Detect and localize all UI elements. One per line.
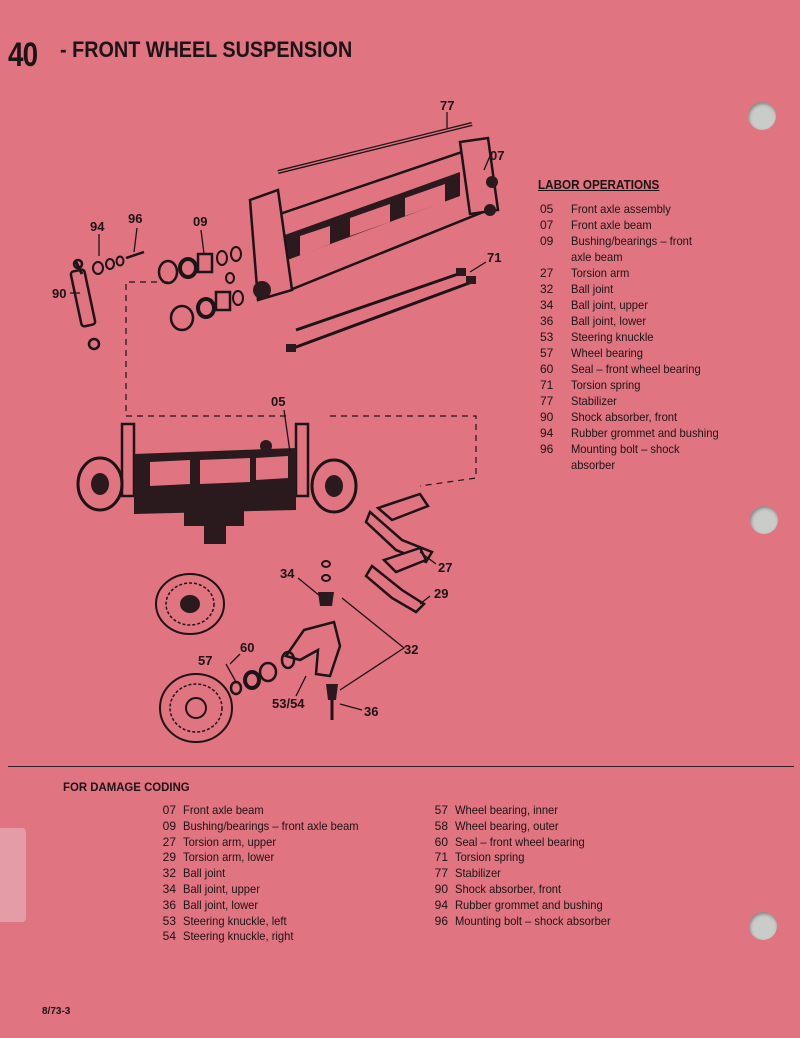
- damage-code: 27: [162, 834, 176, 849]
- labor-desc: Seal – front wheel bearing: [571, 362, 701, 376]
- labor-code: 07: [540, 218, 554, 232]
- labor-desc: Ball joint, upper: [571, 298, 648, 312]
- bushings-part: [159, 247, 243, 330]
- page-title: - FRONT WHEEL SUSPENSION: [60, 37, 353, 62]
- damage-desc: Steering knuckle, left: [183, 913, 287, 928]
- labor-desc: Bushing/bearings – front axle beam: [571, 234, 692, 264]
- labor-desc: Wheel bearing: [571, 346, 643, 360]
- damage-desc: Torsion arm, upper: [183, 834, 277, 849]
- damage-desc: Mounting bolt – shock absorber: [455, 913, 611, 928]
- labor-code: 90: [540, 410, 554, 424]
- labor-item-32: [540, 281, 770, 297]
- labor-item-27: [540, 265, 770, 281]
- labor-item-60: [540, 361, 770, 377]
- section-number: 40: [8, 36, 38, 74]
- labor-code: 36: [540, 314, 554, 328]
- grommet-bolt-part: [93, 252, 144, 274]
- labor-item-07: [540, 217, 770, 233]
- damage-code: 90: [434, 881, 448, 896]
- labor-desc: Torsion arm: [571, 266, 630, 280]
- labor-code: 09: [540, 234, 554, 248]
- labor-code: 57: [540, 346, 554, 360]
- labor-code: 05: [540, 202, 554, 216]
- damage-code: 96: [434, 913, 448, 928]
- labor-item-05: [540, 201, 770, 217]
- wheel-bearing-part: [231, 663, 276, 694]
- labor-code: 27: [540, 266, 554, 280]
- labor-item-34: [540, 297, 770, 313]
- labor-desc: Shock absorber, front: [571, 410, 678, 424]
- labor-desc: Front axle assembly: [571, 202, 671, 216]
- damage-desc: Torsion spring: [455, 850, 525, 865]
- labor-desc: Torsion spring: [571, 378, 641, 392]
- damage-item: [424, 803, 622, 819]
- damage-item: [152, 866, 372, 882]
- labor-desc: Steering knuckle: [571, 330, 654, 344]
- labor-operations-list: [540, 201, 770, 473]
- labor-item-71: [540, 377, 770, 393]
- callout-09: 09: [193, 214, 208, 229]
- damage-desc: Wheel bearing, outer: [455, 818, 559, 833]
- damage-item: [424, 835, 622, 851]
- labor-desc: Front axle beam: [571, 218, 652, 232]
- damage-code: 77: [434, 866, 448, 881]
- damage-desc: Steering knuckle, right: [183, 929, 294, 944]
- labor-code: 94: [540, 426, 554, 440]
- damage-desc: Torsion arm, lower: [183, 850, 275, 865]
- labor-code: 34: [540, 298, 554, 312]
- labor-item-77: [540, 393, 770, 409]
- labor-desc: Ball joint, lower: [571, 314, 647, 328]
- labor-item-09: [540, 233, 715, 265]
- labor-desc: Rubber grommet and bushing: [571, 426, 719, 440]
- callout-96: 96: [128, 211, 143, 226]
- labor-code: 60: [540, 362, 554, 376]
- callout-34: 34: [280, 566, 295, 581]
- callout-71: 71: [487, 250, 502, 265]
- labor-code: 53: [540, 330, 554, 344]
- damage-item: [424, 819, 622, 835]
- damage-item: [152, 819, 372, 835]
- damage-desc: Ball joint, lower: [183, 897, 259, 912]
- damage-desc: Bushing/bearings – front axle beam: [183, 818, 359, 833]
- labor-code: 96: [540, 442, 554, 456]
- damage-desc: Shock absorber, front: [455, 881, 562, 896]
- labor-desc: Ball joint: [571, 282, 614, 296]
- damage-code: 94: [434, 897, 448, 912]
- labor-item-36: [540, 313, 770, 329]
- damage-code: 58: [434, 818, 448, 833]
- damage-code: 07: [162, 803, 176, 817]
- labor-item-57: [540, 345, 770, 361]
- damage-item: [424, 850, 622, 866]
- labor-desc: Mounting bolt – shock absorber: [571, 442, 680, 472]
- damage-code: 54: [162, 929, 176, 944]
- labor-item-53: [540, 329, 770, 345]
- labor-item-96: [540, 441, 715, 473]
- callout-29: 29: [434, 586, 449, 601]
- labor-item-94: [540, 425, 770, 441]
- damage-coding-heading: FOR DAMAGE CODING: [63, 780, 190, 794]
- damage-coding-list-right: [424, 803, 622, 929]
- callout-57: 57: [198, 653, 213, 668]
- labor-desc: Stabilizer: [571, 394, 617, 408]
- labor-operations-heading: LABOR OPERATIONS: [538, 177, 660, 192]
- damage-desc: Ball joint: [183, 866, 226, 881]
- damage-item: [424, 898, 622, 914]
- damage-item: [424, 882, 622, 898]
- front-axle-assembly-part: [78, 424, 356, 544]
- damage-desc: Seal – front wheel bearing: [455, 834, 585, 849]
- callout-27: 27: [438, 560, 453, 575]
- callout-07: 07: [490, 148, 505, 163]
- damage-code: 60: [434, 834, 448, 849]
- damage-item: [152, 929, 372, 945]
- callout-36: 36: [364, 704, 379, 719]
- page-code: 8/73-3: [42, 1006, 71, 1017]
- damage-item: [152, 898, 372, 914]
- damage-code: 71: [434, 850, 448, 865]
- damage-item: [424, 914, 622, 930]
- punch-hole-bottom: [749, 912, 777, 940]
- labor-item-90: [540, 409, 770, 425]
- damage-item: [152, 835, 372, 851]
- labor-code: 77: [540, 394, 554, 408]
- binder-tab: [0, 828, 26, 922]
- damage-desc: Ball joint, upper: [183, 881, 260, 896]
- damage-code: 32: [162, 866, 176, 881]
- callout-05: 05: [271, 394, 286, 409]
- callout-94: 94: [90, 219, 105, 234]
- damage-item: [424, 866, 622, 882]
- callout-77: 77: [440, 98, 455, 113]
- damage-desc: Front axle beam: [183, 803, 264, 817]
- damage-item: [152, 914, 372, 930]
- damage-item: [152, 803, 372, 819]
- callout-53-54: 53/54: [272, 696, 305, 711]
- callout-32: 32: [404, 642, 419, 657]
- callout-60: 60: [240, 640, 255, 655]
- damage-item: [152, 850, 372, 866]
- damage-code: 09: [162, 818, 176, 833]
- damage-desc: Stabilizer: [455, 866, 501, 881]
- damage-item: [152, 882, 372, 898]
- callout-90: 90: [52, 286, 67, 301]
- damage-code: 53: [162, 913, 176, 928]
- damage-code: 36: [162, 897, 176, 912]
- damage-code: 29: [162, 850, 176, 865]
- damage-desc: Rubber grommet and bushing: [455, 897, 603, 912]
- labor-code: 32: [540, 282, 554, 296]
- section-divider: [8, 766, 794, 767]
- damage-code: 57: [434, 803, 448, 817]
- brake-drum-part: [156, 574, 232, 742]
- damage-code: 34: [162, 881, 176, 896]
- damage-desc: Wheel bearing, inner: [455, 803, 558, 817]
- steering-knuckle-part: [282, 622, 340, 676]
- damage-coding-list-left: [152, 803, 372, 945]
- labor-code: 71: [540, 378, 554, 392]
